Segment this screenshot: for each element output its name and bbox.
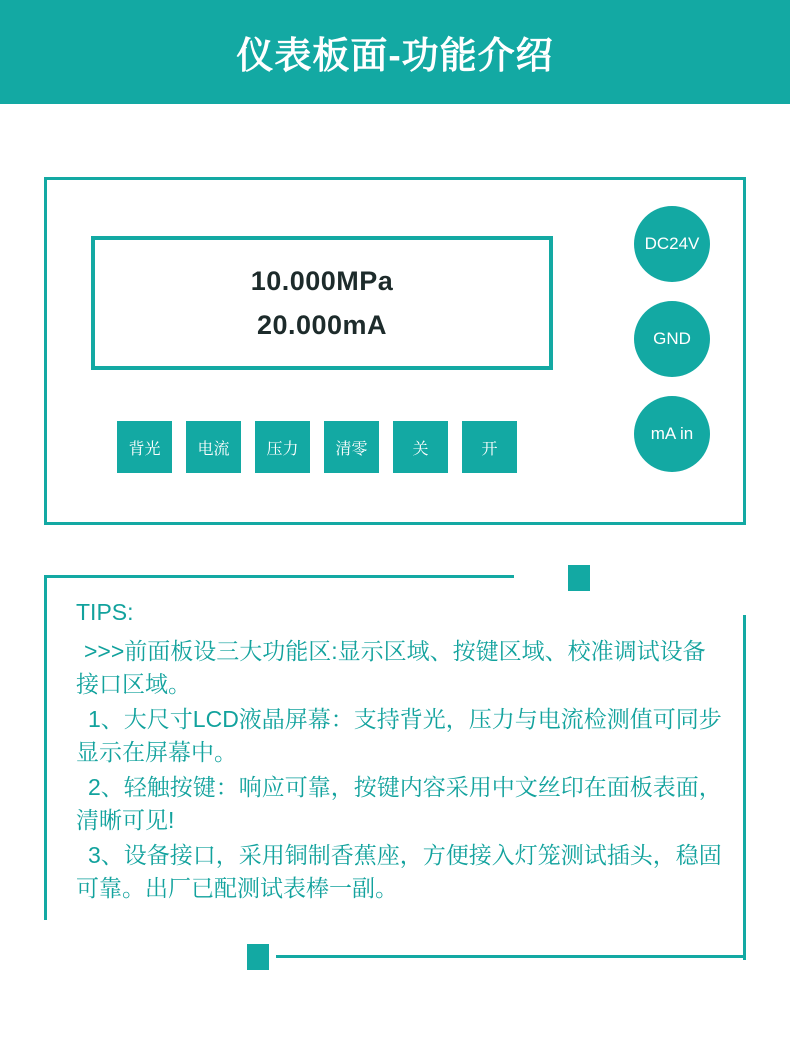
tips-paragraph-overview: >>>前面板设三大功能区:显示区域、按键区域、校准调试设备接口区域。 bbox=[76, 638, 706, 697]
port-dc24v[interactable]: DC24V bbox=[634, 206, 710, 282]
key-off[interactable]: 关 bbox=[393, 421, 448, 473]
tips-paragraph-keys: 2、轻触按键：响应可靠，按键内容采用中文丝印在面板表面，清晰可见! bbox=[76, 774, 722, 833]
tips-paragraph-lcd: 1、大尺寸LCD液晶屏幕：支持背光，压力与电流检测值可同步显示在屏幕中。 bbox=[76, 706, 722, 765]
tips-label: TIPS: bbox=[76, 599, 134, 625]
key-zero[interactable]: 清零 bbox=[324, 421, 379, 473]
keypad bbox=[117, 421, 517, 473]
tips-section bbox=[44, 565, 746, 995]
tips-frame-left bbox=[44, 575, 47, 920]
page-header bbox=[0, 0, 790, 104]
key-on[interactable]: 开 bbox=[462, 421, 517, 473]
instrument-panel-diagram bbox=[44, 177, 746, 525]
tips-frame-top bbox=[44, 575, 514, 578]
lcd-display bbox=[91, 236, 553, 370]
port-group bbox=[634, 206, 710, 472]
key-pressure[interactable]: 压力 bbox=[255, 421, 310, 473]
port-gnd[interactable]: GND bbox=[634, 301, 710, 377]
tips-frame-bottom bbox=[276, 955, 746, 958]
tips-content bbox=[76, 595, 726, 907]
key-current[interactable]: 电流 bbox=[186, 421, 241, 473]
lcd-current-value: 20.000mA bbox=[256, 310, 388, 340]
key-backlight[interactable]: 背光 bbox=[117, 421, 172, 473]
tips-paragraph-ports: 3、设备接口，采用铜制香蕉座，方便接入灯笼测试插头，稳固可靠。出厂已配测试表棒一副。 bbox=[76, 842, 722, 901]
tips-accent-square-bottom bbox=[247, 944, 269, 970]
tips-accent-square-top bbox=[568, 565, 590, 591]
lcd-pressure-value: 10.000MPa bbox=[250, 266, 394, 296]
tips-frame-right bbox=[743, 615, 746, 960]
port-ma-in[interactable]: mA in bbox=[634, 396, 710, 472]
page-title: 仪表板面-功能介绍 bbox=[236, 35, 554, 76]
